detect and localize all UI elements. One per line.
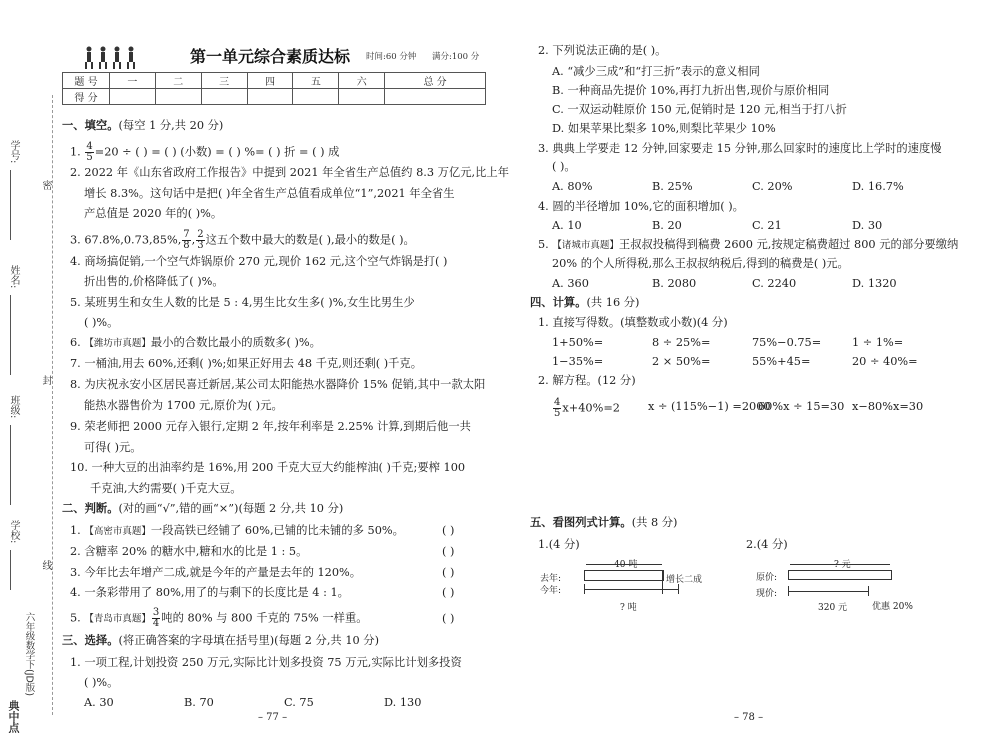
diagram-2-label: 2.(4 分) — [746, 538, 788, 551]
calc-item: 55%+45= — [752, 355, 811, 368]
page-number-right: – 78 – — [734, 712, 764, 723]
score-input-cell[interactable] — [201, 89, 247, 105]
diagram-1-last-year: 去年: — [540, 574, 562, 584]
question-1-8-line-1: 8. 为庆祝永安小区居民喜迁新居,某公司太阳能热水器降价 15% 促销,其中一款太阳 — [70, 378, 486, 391]
page-number-left: – 77 – — [258, 712, 288, 723]
page-title: 第一单元综合素质达标 — [190, 47, 351, 66]
score-header-cell: 四 — [247, 73, 293, 89]
diagram-2-brace — [790, 564, 890, 565]
option[interactable]: D. 1320 — [852, 277, 897, 290]
seal-line — [52, 95, 53, 715]
diagram-1-this-year: 今年: — [540, 586, 562, 596]
diagram-2-orig-label: 原价: — [756, 573, 778, 583]
question-3-1-line-2: ( )%。 — [84, 676, 119, 689]
judge-answer-paren[interactable]: ( ) — [442, 524, 455, 537]
question-2-1: 1. 【高密市真题】一段高铁已经铺了 60%,已铺的比未铺的多 50%。 — [70, 524, 404, 537]
section-3-heading: 三、选择。(将正确答案的字母填在括号里)(每题 2 分,共 10 分) — [62, 634, 379, 647]
diagram-1-tick — [678, 584, 679, 594]
option[interactable]: B. 2080 — [652, 277, 697, 290]
score-header-cell: 一 — [110, 73, 156, 89]
school-label: 学校: — [8, 520, 19, 544]
option[interactable]: B. 20 — [652, 219, 682, 232]
diagram-1-this-line — [584, 589, 678, 590]
student-id-label: 学号: — [8, 140, 19, 164]
student-name-label: 姓名: — [8, 265, 19, 289]
score-input-cell[interactable] — [293, 89, 339, 105]
fraction-3-4: $\frac{3}{4}$ — [152, 607, 160, 629]
diagram-2-now-label: 现价: — [756, 589, 778, 599]
question-3-3-line-2: ( )。 — [552, 160, 576, 173]
judge-answer-paren[interactable]: ( ) — [442, 566, 455, 579]
binding-strip — [0, 0, 52, 754]
fill-line — [10, 295, 11, 375]
option[interactable]: D. 130 — [384, 696, 422, 709]
judge-answer-paren[interactable]: ( ) — [442, 586, 455, 599]
question-1-7: 7. 一桶油,用去 60%,还剩( )%;如果正好用去 48 千克,则还剩( )千克。 — [70, 357, 422, 370]
book-label: 六年级数学下(JD版) — [23, 612, 35, 697]
calc-subtitle-1: 1. 直接写得数。(填整数或小数)(4 分) — [538, 316, 728, 329]
question-1-10-line-2: 千克油,大约需要( )千克大豆。 — [90, 482, 242, 495]
brand-logo: 典中点 — [7, 700, 20, 733]
section-4-heading: 四、计算。(共 16 分) — [530, 296, 640, 309]
question-1-2-line-1: 2. 2022 年《山东省政府工作报告》中提到 2021 年全省生产总值约 8.3 万亿元,比上年 — [70, 166, 509, 179]
question-3-5-line-2: 20% 的个人所得税,那么王叔叔纳税后,得到的稿费是( )元。 — [552, 257, 849, 270]
section-5-heading: 五、看图列式计算。(共 8 分) — [530, 516, 678, 529]
score-input-cell[interactable] — [155, 89, 201, 105]
option[interactable]: A. 30 — [84, 696, 114, 709]
option[interactable]: B. 25% — [652, 180, 693, 193]
option[interactable]: C. 75 — [284, 696, 314, 709]
question-1-9-line-1: 9. 荣老师把 2000 元存入银行,定期 2 年,按年利率是 2.25% 计算,到期后他一共 — [70, 420, 471, 433]
section-1-title: 一、填空。 — [62, 119, 119, 132]
seal-char: 密 — [40, 180, 51, 190]
diagram-2-discount: 优惠 20% — [872, 602, 913, 612]
option[interactable]: A. “减少三成”和“打三折”表示的意义相同 — [552, 65, 760, 78]
question-3-2: 2. 下列说法正确的是( )。 — [538, 44, 667, 57]
class-label: 班级: — [8, 395, 19, 419]
score-input-cell[interactable] — [247, 89, 293, 105]
question-1-4-line-2: 折出售的,价格降低了( )%。 — [84, 275, 224, 288]
judge-answer-paren[interactable]: ( ) — [442, 612, 455, 625]
option[interactable]: B. 70 — [184, 696, 214, 709]
diagram-2-orig-bar — [788, 570, 892, 580]
diagram-2-tick — [788, 586, 789, 596]
section-2-heading: 二、判断。(对的画“√”,错的画“×”)(每题 2 分,共 10 分) — [62, 502, 344, 515]
diagram-1-top-value: 40 吨 — [614, 560, 638, 570]
option[interactable]: A. 360 — [552, 277, 589, 290]
question-1-10-line-1: 10. 一种大豆的出油率约是 16%,用 200 千克大豆大约能榨油( )千克;要榨 100 — [70, 461, 466, 474]
question-1-3: 3. 67.8%,0.73,85%, $\frac{7}{8}$ , $\frac{2}{3}$ 这五个数中最大的数是( ),最小的数是( )。 — [70, 229, 415, 251]
score-header-cell: 二 — [155, 73, 201, 89]
score-header-cell: 五 — [293, 73, 339, 89]
option[interactable]: C. 一双运动鞋原价 150 元,促销时是 120 元,相当于打八折 — [552, 103, 847, 116]
diagram-2-value: 320 元 — [818, 603, 848, 613]
question-3-3-line-1: 3. 典典上学要走 12 分钟,回家要走 15 分钟,那么回家时的速度比上学时的速度慢 — [538, 142, 942, 155]
diagram-1-tick — [584, 584, 585, 594]
question-1-6: 6. 【潍坊市真题】最小的合数比最小的质数多( )%。 — [70, 336, 321, 349]
equation: 60%x ÷ 15=30 — [758, 400, 845, 413]
calc-item: 1 ÷ 1%= — [852, 336, 904, 349]
calc-item: 20 ÷ 40%= — [852, 355, 918, 368]
question-2-5: 5. 【青岛市真题】 $\frac{3}{4}$ 吨的 80% 与 800 千克的 75% 一样重。 — [70, 607, 368, 629]
score-row-label: 得 分 — [63, 89, 110, 105]
option[interactable]: C. 20% — [752, 180, 793, 193]
question-1-2-line-2: 增长 8.3%。这句话中是把( )年全省生产总值看成单位“1”,2021 年全省生 — [84, 187, 455, 200]
figures-logo-icon — [84, 46, 142, 73]
calc-item: 1+50%= — [552, 336, 604, 349]
question-2-3: 3. 今年比去年增产二成,就是今年的产量是去年的 120%。 — [70, 566, 362, 579]
diagram-2-top-value: ? 元 — [834, 560, 851, 570]
question-3-5-line-1: 5. 【诸城市真题】王叔叔投稿得到稿费 2600 元,按规定稿费超过 800 元的部分要缴纳 — [538, 238, 959, 251]
source-tag: 【潍坊市真题】 — [84, 338, 151, 349]
section-1-heading — [62, 119, 223, 133]
diagram-2-tick — [868, 586, 869, 596]
diagram-1-increase: 增长二成 — [666, 575, 703, 585]
question-3-1-line-1: 1. 一项工程,计划投资 250 万元,实际比计划多投资 75 万元,实际比计划多投资 — [70, 656, 462, 669]
option[interactable]: A. 10 — [552, 219, 582, 232]
option[interactable]: D. 30 — [852, 219, 883, 232]
score-input-cell[interactable] — [385, 89, 486, 105]
calc-item: 8 ÷ 25%= — [652, 336, 711, 349]
equation: x ÷ (115%−1) =2000 — [648, 400, 771, 413]
fraction-4-5: $\frac{4}{5}$ — [86, 141, 93, 163]
diagram-1-label: 1.(4 分) — [538, 538, 580, 551]
score-header-cell: 题 号 — [63, 73, 110, 89]
option[interactable]: A. 80% — [552, 180, 593, 193]
score-input-cell[interactable] — [110, 89, 156, 105]
question-text: =20 ÷ ( ) = ( ) (小数) = ( ) %= ( ) 折 = ( ) 成 — [94, 145, 340, 159]
fill-line — [10, 425, 11, 505]
option[interactable]: C. 21 — [752, 219, 782, 232]
question-1-8-line-2: 能热水器售价为 1700 元,原价为( )元。 — [84, 399, 283, 412]
time-limit: 时间:60 分钟 — [366, 52, 417, 62]
logo-text — [84, 46, 85, 47]
option[interactable]: D. 16.7% — [852, 180, 904, 193]
question-3-4: 4. 圆的半径增加 10%,它的面积增加( )。 — [538, 200, 744, 213]
score-table — [62, 72, 486, 105]
fraction-2-3: $\frac{2}{3}$ — [197, 229, 204, 251]
question-1-2-line-3: 产总值是 2020 年的( )%。 — [84, 207, 223, 220]
diagram-1-last-bar — [584, 570, 664, 581]
fraction-7-8: $\frac{7}{8}$ — [183, 229, 190, 251]
equation: $\frac{4}{5}$ x+40%=2 — [554, 397, 620, 419]
diagram-2-now-line — [788, 591, 868, 592]
fill-line — [10, 550, 11, 590]
calc-item: 75%−0.75= — [752, 336, 822, 349]
diagram-1-divider — [662, 570, 663, 594]
calc-subtitle-2: 2. 解方程。(12 分) — [538, 374, 636, 387]
calc-item: 1−35%= — [552, 355, 604, 368]
question-1-9-line-2: 可得( )元。 — [84, 441, 142, 454]
score-header-cell: 总 分 — [385, 73, 486, 89]
question-1-1: 1. $\frac{4}{5}$ =20 ÷ ( ) = ( ) (小数) = ( ) %= ( ) 折 = ( ) 成 — [70, 141, 340, 163]
diagram-1-question: ? 吨 — [620, 603, 637, 613]
section-1-note: (每空 1 分,共 20 分) — [118, 119, 224, 132]
option[interactable]: B. 一种商品先提价 10%,再打九折出售,现价与原价相同 — [552, 84, 830, 97]
question-2-4: 4. 一条彩带用了 80%,用了的与剩下的长度比是 4 : 1。 — [70, 586, 349, 599]
full-score: 满分:100 分 — [432, 52, 480, 62]
seal-char: 封 — [40, 375, 51, 385]
calc-item: 2 × 50%= — [652, 355, 711, 368]
score-header-cell: 三 — [201, 73, 247, 89]
question-1-5-line-1: 5. 某班男生和女生人数的比是 5 : 4,男生比女生多( )%,女生比男生少 — [70, 296, 415, 309]
judge-answer-paren[interactable]: ( ) — [442, 545, 455, 558]
fill-line — [10, 170, 11, 240]
question-1-4-line-1: 4. 商场搞促销,一个空气炸锅原价 270 元,现价 162 元,这个空气炸锅是打( ) — [70, 255, 448, 268]
option[interactable]: D. 如果苹果比梨多 10%,则梨比苹果少 10% — [552, 122, 776, 135]
score-header-cell: 六 — [339, 73, 385, 89]
question-1-5-line-2: ( )%。 — [84, 316, 119, 329]
score-input-cell[interactable] — [339, 89, 385, 105]
question-2-2: 2. 含糖率 20% 的糖水中,糖和水的比是 1 : 5。 — [70, 545, 308, 558]
equation: x−80%x=30 — [852, 400, 924, 413]
seal-char: 线 — [40, 560, 51, 570]
diagram-1-brace — [586, 564, 662, 565]
option[interactable]: C. 2240 — [752, 277, 797, 290]
